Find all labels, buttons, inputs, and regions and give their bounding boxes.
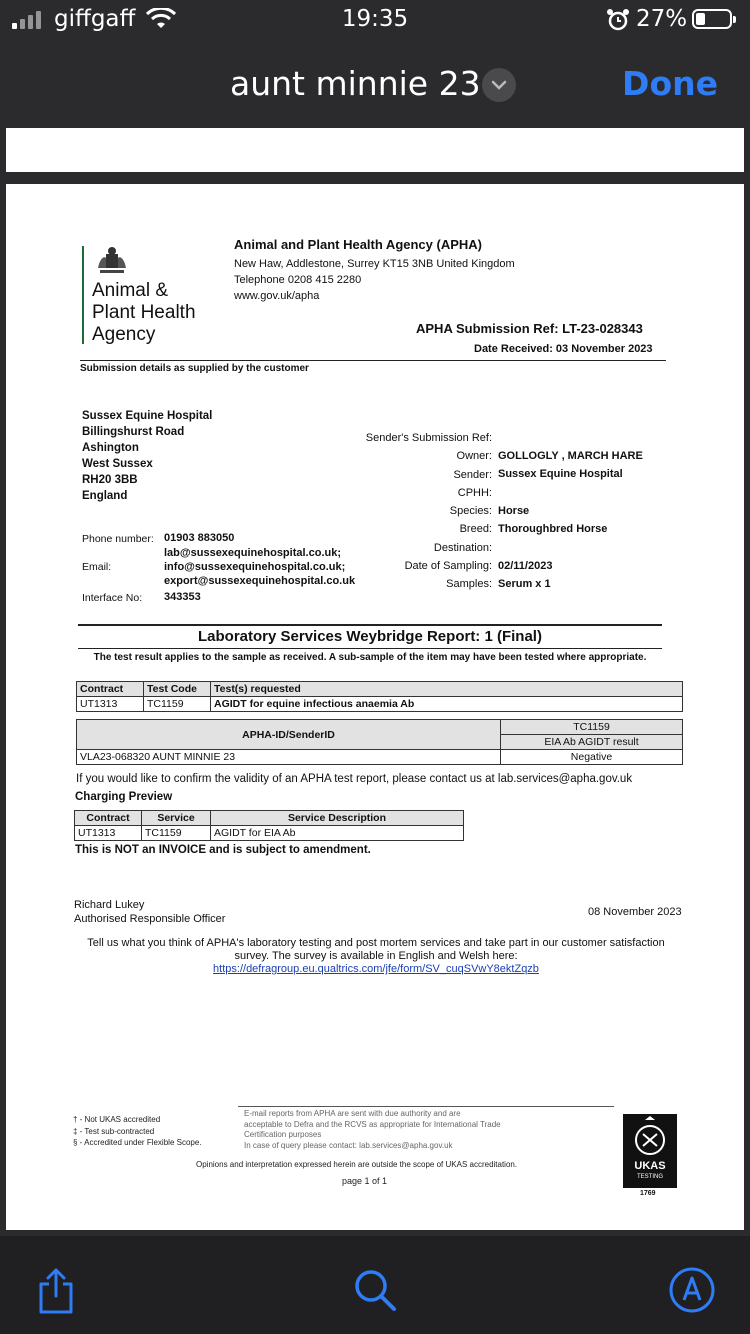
chevron-down-icon[interactable]: [482, 68, 516, 102]
email-label: Email:: [82, 561, 112, 573]
divider: [78, 624, 662, 626]
validity-note: If you would like to confirm the validity of an APHA test report, please contact us at lab.services@apha.gov.uk: [76, 773, 633, 785]
markup-icon[interactable]: [668, 1266, 716, 1314]
column-header: Service: [142, 811, 211, 826]
website-line: www.gov.uk/apha: [234, 290, 320, 302]
customer-address: [82, 408, 212, 504]
report-title: Laboratory Services Weybridge Report: 1 (Final): [198, 628, 542, 645]
submission-details-heading: Submission details as supplied by the customer: [80, 363, 309, 374]
table-cell: UT1313: [75, 826, 142, 841]
field-label: Owner:: [456, 450, 492, 463]
address-line: Billingshurst Road: [82, 426, 185, 438]
column-header: Service Description: [211, 811, 464, 826]
email-value: info@sussexequinehospital.co.uk;: [164, 561, 346, 573]
table-row: [75, 826, 464, 841]
table-row: [77, 750, 683, 765]
table-cell: TC1159: [144, 697, 211, 712]
table-header-row: [77, 720, 683, 735]
field-label: Sender:: [453, 468, 492, 481]
samples-value: Serum x 1: [498, 578, 551, 591]
column-header: Contract: [77, 682, 144, 697]
logo-line-2: Plant Health: [92, 302, 196, 323]
footer-note: ‡ - Test sub-contracted: [73, 1126, 155, 1136]
telephone-line: Telephone 0208 415 2280: [234, 274, 362, 286]
column-header: TC1159: [501, 720, 683, 735]
column-header: Test Code: [144, 682, 211, 697]
opinions-note: Opinions and interpretation expressed herein are outside the scope of UKAS accreditation.: [196, 1160, 518, 1169]
search-icon[interactable]: [351, 1266, 399, 1314]
destination-value: [498, 538, 643, 556]
breed-value: Thoroughbred Horse: [498, 523, 608, 536]
field-label: Sender's Submission Ref:: [365, 432, 492, 444]
divider: [78, 648, 662, 649]
signer-role: Authorised Responsible Officer: [74, 913, 226, 925]
table-cell: AGIDT for EIA Ab: [211, 826, 464, 841]
royal-crest-icon: [94, 246, 130, 276]
email-value: lab@sussexequinehospital.co.uk;: [164, 547, 341, 559]
submission-ref: APHA Submission Ref: LT-23-028343: [416, 321, 643, 336]
sign-date: 08 November 2023: [588, 906, 682, 918]
charging-table: [74, 810, 464, 841]
table-cell: AGIDT for equine infectious anaemia Ab: [211, 697, 683, 712]
species-value: Horse: [498, 504, 530, 517]
not-invoice-note: This is NOT an INVOICE and is subject to amendment.: [75, 844, 371, 856]
divider: [80, 360, 666, 361]
sender-field-values: [498, 447, 643, 593]
footer-email-notes: [244, 1109, 501, 1151]
field-label: Species:: [449, 505, 492, 518]
column-header: Contract: [75, 811, 142, 826]
page-number: page 1 of 1: [342, 1176, 388, 1186]
survey-link[interactable]: https://defragroup.eu.qualtrics.com/jfe/form/SV_cuqSVwY8ektZqzb: [213, 963, 539, 975]
footer-note: acceptable to Defra and the RCVS as appropriate for International Trade: [244, 1119, 501, 1129]
document-page[interactable]: [6, 184, 744, 1230]
field-label: Destination:: [433, 541, 492, 554]
document-title[interactable]: aunt minnie 23: [230, 64, 481, 103]
owner-value: GOLLOGLY , MARCH HARE: [498, 450, 643, 462]
field-label: Date of Sampling:: [404, 560, 492, 573]
table-cell: Negative: [501, 750, 683, 765]
alarm-icon: [606, 8, 630, 32]
address-line: Ashington: [82, 442, 139, 454]
footer-divider: [238, 1106, 614, 1107]
table-cell: UT1313: [77, 697, 144, 712]
previous-page-edge[interactable]: [6, 128, 744, 172]
applies-note: The test result applies to the sample as received. A sub-sample of the item may have been tested where appropriate.: [93, 652, 647, 663]
sampling-date-value: 02/11/2023: [498, 559, 553, 572]
ukas-text: UKAS: [634, 1160, 666, 1172]
table-header-row: [77, 682, 683, 697]
nav-bar: [0, 40, 750, 130]
phone-label: Phone number:: [82, 533, 154, 545]
ukas-logo: [623, 1114, 677, 1188]
sender-field-labels: [326, 429, 492, 594]
survey-text: Tell us what you think of APHA's laboratory testing and post mortem services and take part in our customer satisfaction survey. The survey is available in English and Welsh here:: [87, 937, 665, 962]
sender-value: Sussex Equine Hospital: [498, 468, 623, 481]
clock: 19:35: [341, 6, 409, 32]
carrier-label: giffgaff: [54, 6, 136, 32]
table-cell: TC1159: [142, 826, 211, 841]
address-line: Sussex Equine Hospital: [82, 410, 213, 422]
footer-note: E-mail reports from APHA are sent with due authority and are: [244, 1109, 461, 1118]
done-button[interactable]: Done: [622, 64, 718, 103]
date-received: Date Received: 03 November 2023: [474, 343, 653, 355]
charging-heading: Charging Preview: [75, 791, 173, 803]
address-line: West Sussex: [82, 458, 153, 470]
field-label: Breed:: [459, 523, 492, 536]
table-cell: VLA23-068320 AUNT MINNIE 23: [77, 750, 501, 765]
address-line: England: [82, 490, 128, 502]
signer-block: [74, 898, 225, 926]
column-header: Test(s) requested: [211, 682, 683, 697]
tests-table: [76, 681, 683, 712]
agency-name: Animal and Plant Health Agency (APHA): [234, 237, 482, 252]
ukas-subtext: TESTING: [636, 1174, 663, 1180]
table-row: [77, 697, 683, 712]
address-line: New Haw, Addlestone, Surrey KT15 3NB United Kingdom: [234, 258, 515, 270]
column-header: APHA-ID/SenderID: [77, 720, 501, 750]
interface-value: 343353: [164, 591, 201, 603]
share-icon[interactable]: [32, 1266, 80, 1314]
phone-value: 01903 883050: [164, 532, 235, 544]
survey-block: [76, 937, 676, 976]
field-label: Samples:: [446, 578, 492, 591]
address-line: RH20 3BB: [82, 474, 138, 486]
agency-address: [234, 256, 515, 304]
footer-notes: [73, 1114, 202, 1149]
table-header-row: [75, 811, 464, 826]
column-header: EIA Ab AGIDT result: [501, 735, 683, 750]
cphh-value: [498, 484, 643, 502]
results-table: [76, 719, 683, 765]
signer-name: Richard Lukey: [74, 899, 145, 911]
logo-line-1: Animal &: [92, 280, 169, 301]
battery-icon: [692, 9, 732, 29]
interface-label: Interface No:: [82, 592, 143, 604]
battery-percent: 27%: [636, 6, 688, 32]
status-bar: [0, 0, 750, 40]
ukas-crest-icon: [623, 1114, 677, 1160]
footer-note: † - Not UKAS accredited: [73, 1115, 161, 1124]
ukas-number: 1769: [640, 1190, 656, 1197]
email-value: export@sussexequinehospital.co.uk: [164, 575, 356, 587]
field-label: CPHH:: [457, 486, 492, 499]
footer-note: In case of query please contact: lab.services@apha.gov.uk: [244, 1140, 453, 1150]
footer-note: § - Accredited under Flexible Scope.: [73, 1138, 202, 1147]
bottom-toolbar: [0, 1236, 750, 1334]
footer-note: Certification purposes: [244, 1130, 322, 1139]
logo-line-3: Agency: [92, 324, 156, 345]
